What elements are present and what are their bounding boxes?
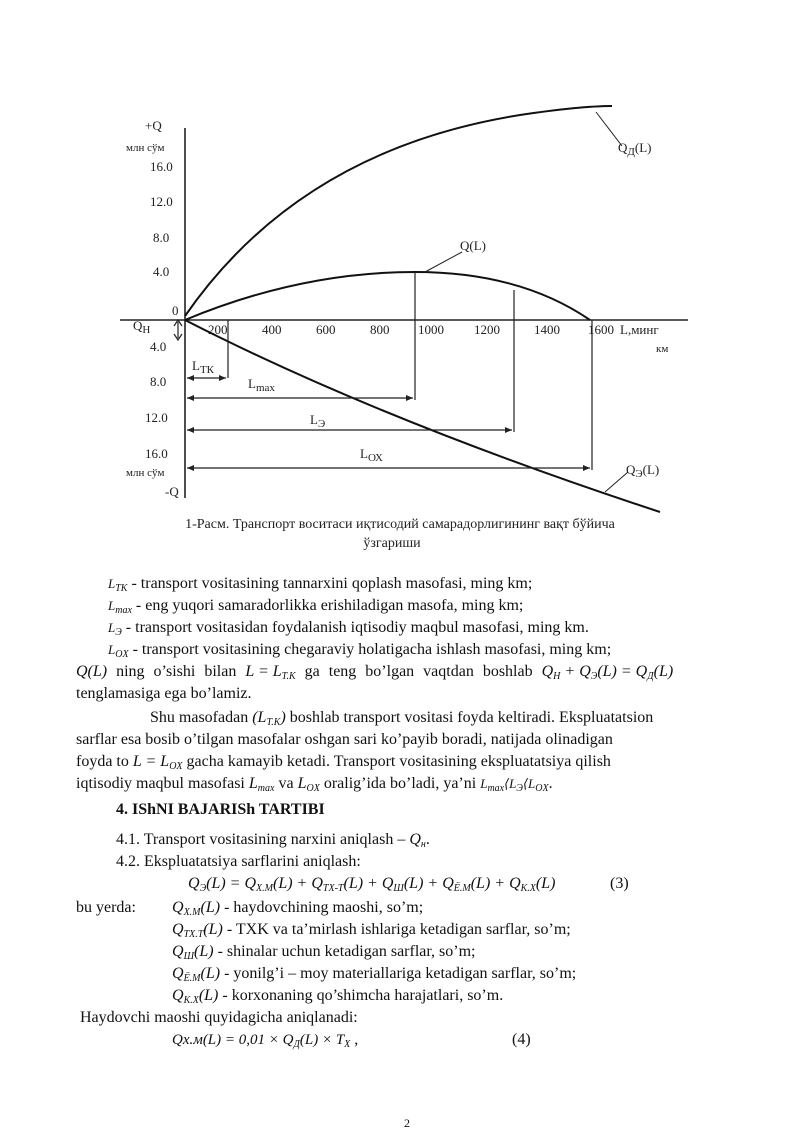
economic-efficiency-figure [0,0,800,560]
def-le: $L_Э$ - transport vositasidan foydalanish iqtisodiy maqbul masofasi, ming km. [108,619,589,638]
qe-leader [605,472,628,492]
curve-q-label: Q(L) [460,238,486,253]
para1-line2: tenglamasiga ega bo’lamiz. [76,685,252,702]
def-lmax: $L_{max}$ - eng yuqori samaradorlikka erishiladigan masofa, ming km; [108,597,524,616]
equation-3-number: (3) [610,875,629,892]
figure-caption-line1: 1-Расм. Транспорт воситаси иқтисодий самарадорлигининг вақт бўйича [185,517,615,532]
y-axis-unit-bottom: млн сўм [126,467,165,479]
para2-line2: sarflar esa bosib o’tilgan masofalar oshgan sari ko’payib boradi, natijada olinadigan [76,731,613,748]
qh-arrow [174,320,182,340]
wdef-sh: $Q_Ш(L)$ - shinalar uchun ketadigan sarflar, so’m; [172,943,476,962]
salary-line: Haydovchi maoshi quyidagicha aniqlanadi: [80,1009,358,1026]
def-lox: $L_{OX}$ - transport vositasining chegaraviy holatigacha ishlash masofasi, ming km; [108,641,612,660]
y-tick-0: 0 [172,303,179,318]
wdef-xm: $Q_{X.M}(L)$ - haydovchining maoshi, so’m; [172,899,424,918]
para2-line4: iqtisodiy maqbul masofasi $L_{max}$ va $L_{OX}$ oralig’ida bo’ladi, ya’ni $L_{max}⟨L_Э⟨L_{OX}$. [76,775,553,794]
figure-caption-line2: ўзгариши [363,536,421,551]
step-4-1: 4.1. Transport vositasining narxini aniqlash – $Q_н$. [116,831,430,850]
equation-3: $Q_Э(L) = Q_{X.M}(L) + Q_{TX-T}(L) + Q_Ш(L) + Q_{Ё.М}(L) + Q_{К.Х}(L)$ [188,875,556,894]
x-tick-200: 200 [208,322,228,337]
lox-label: $L_{ОХ}$ [360,446,383,464]
curve-q [185,272,590,320]
y-tick-8: 8.0 [153,230,170,245]
equation-4: $Qx.м(L) = 0,01 \times Q_Д(L) \times T_X$ , [172,1031,359,1050]
y-tick-neg-8: 8.0 [150,374,167,389]
wdef-kx: $Q_{К.Х}(L)$ - korxonaning qo’shimcha harajatlari, so’m. [172,987,504,1006]
section-heading: 4. IShNI BAJARISh TARTIBI [116,801,325,818]
x-tick-1000: 1000 [418,322,444,337]
wdef-txt: $Q_{TX.T}(L)$ - TXK va ta’mirlash ishlariga ketadigan sarflar, so’m; [172,921,571,940]
curve-qd-label: $Q_Д(L)$ [618,140,652,158]
q-leader [425,252,462,272]
y-tick-4: 4.0 [153,264,170,279]
x-tick-600: 600 [316,322,336,337]
y-tick-neg-12: 12.0 [145,410,168,425]
x-tick-400: 400 [262,322,282,337]
def-ltk: $L_{TK}$ - transport vositasining tannarxini qoplash masofasi, ming km; [108,575,533,594]
le-label: $L_Э$ [310,412,326,430]
step-4-2: 4.2. Ekspluatatsiya sarflarini aniqlash: [116,853,361,870]
x-axis-unit: км [656,343,669,355]
para2-line1: Shu masofadan $(L_{T.K})$ boshlab transport vositasi foyda keltiradi. Ekspluatatsion [150,709,654,728]
y-tick-neg-4: 4.0 [150,339,167,354]
equation-4-number: (4) [512,1031,531,1048]
para2-line3: foyda to $L = L_{OX}$ gacha kamayib ketadi. Transport vositasining ekspluatatsiya qilish [76,753,611,772]
qh-label: $Q_H$ [133,318,151,336]
y-axis-top-label: +Q [145,118,162,133]
ltk-label: $L_{ТК}$ [192,358,215,376]
x-tick-1200: 1200 [474,322,500,337]
x-tick-800: 800 [370,322,390,337]
where-label: bu yerda: [76,899,136,916]
curve-qe-label: $Q_Э(L)$ [626,462,660,480]
y-axis-unit-top: млн сўм [126,142,165,154]
page-number: 2 [404,1116,410,1130]
x-tick-1600: 1600 [588,322,614,337]
x-axis-label: L,минг [620,322,659,337]
wdef-em: $Q_{Ё.М}(L)$ - yonilg’i – moy materiallariga ketadigan sarflar, so’m; [172,965,577,984]
para1-line1: Q(L) ning o’sishi bilan $L = L_{T.K}$ ga teng bo’lgan vaqtdan boshlab $Q_H + Q_Э(L) = Q_Д(L)$ [76,663,674,682]
y-tick-neg-16: 16.0 [145,446,168,461]
x-tick-1400: 1400 [534,322,560,337]
curve-qd [185,106,612,316]
y-tick-16: 16.0 [150,159,173,174]
y-axis-bottom-label: -Q [165,484,179,499]
y-tick-12: 12.0 [150,194,173,209]
curve-qe [185,320,660,512]
lmax-label: $L_{max}$ [248,376,275,394]
